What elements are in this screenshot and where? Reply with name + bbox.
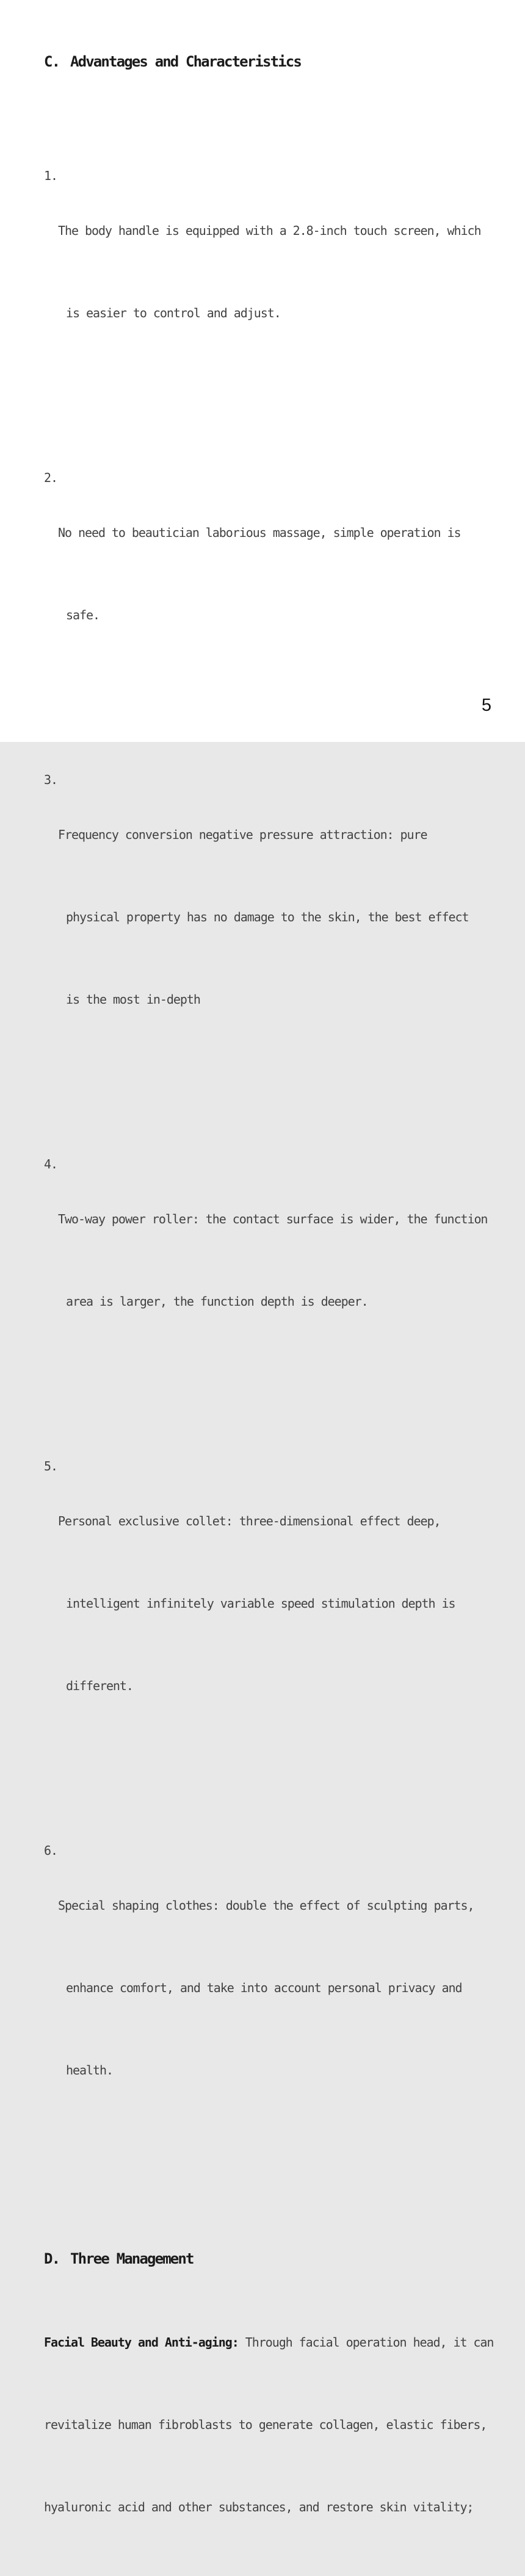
section-heading-c — [44, 51, 482, 72]
text-line: Personal exclusive collet: three-dimensional effect deep, — [58, 1514, 441, 1528]
list-item-text — [58, 162, 482, 382]
list-item-number: 1. — [44, 168, 57, 183]
text-line: enhance comfort, and take into account personal privacy and — [66, 1981, 462, 1995]
heading-marker: C. — [44, 53, 60, 70]
text-line: Frequency conversion negative pressure attraction: pure — [58, 827, 427, 842]
list-item-number: 3. — [44, 772, 57, 787]
list-item-number: 4. — [44, 1157, 57, 1171]
list-item-number: 5. — [44, 1459, 57, 1473]
text-line: area is larger, the function depth is deeper. — [66, 1294, 368, 1309]
text-line — [44, 2329, 494, 2356]
text-line: Special shaping clothes: double the effect of sculpting parts, — [58, 1898, 474, 1913]
paragraph-bold-lead: Facial Beauty and Anti-aging: — [44, 2335, 239, 2350]
list-item-text — [58, 1151, 488, 1370]
list-item-number: 6. — [44, 1843, 57, 1858]
list-item — [44, 1453, 482, 1755]
list-item — [44, 1151, 488, 1370]
heading-title: Three Management — [70, 2250, 194, 2267]
text-line: is easier to control and adjust. — [66, 306, 281, 320]
text-line: revitalize human fibroblasts to generate collagen, elastic fibers, — [44, 2417, 487, 2432]
page-number: 5 — [481, 696, 491, 715]
text-line: different. — [66, 1678, 133, 1693]
list-item-text — [58, 1837, 482, 2139]
text-line: Two-way power roller: the contact surface is wider, the function — [58, 1212, 488, 1226]
text-line: physical property has no damage to the skin, the best effect — [66, 910, 469, 924]
list-item — [44, 162, 482, 382]
text-line: No need to beautician laborious massage, simple operation is — [58, 525, 461, 540]
text-line: safe. — [66, 608, 100, 622]
text-line: health. — [66, 2063, 113, 2078]
text-line: The body handle is equipped with a 2.8-inch touch screen, which — [58, 223, 481, 238]
paragraph-line-rest: Through facial operation head, it can — [238, 2335, 494, 2350]
text-line: intelligent infinitely variable speed stimulation depth is — [66, 1596, 455, 1611]
page-content — [44, 0, 494, 2576]
heading-marker: D. — [44, 2250, 60, 2267]
heading-title: Advantages and Characteristics — [70, 53, 301, 70]
list-item-number: 2. — [44, 470, 57, 485]
text-line: hyaluronic acid and other substances, and restore skin vitality; — [44, 2500, 474, 2514]
text-line: is the most in-depth — [66, 992, 200, 1007]
section-heading-d — [44, 2248, 482, 2269]
list-item — [44, 766, 482, 1068]
facial-beauty-paragraph — [44, 2274, 494, 2576]
list-item — [44, 1837, 482, 2139]
advantages-list — [44, 80, 488, 2222]
list-item-text — [58, 1453, 482, 1755]
list-item-text — [58, 766, 482, 1068]
list-item-text — [58, 464, 482, 684]
list-item — [44, 464, 482, 684]
